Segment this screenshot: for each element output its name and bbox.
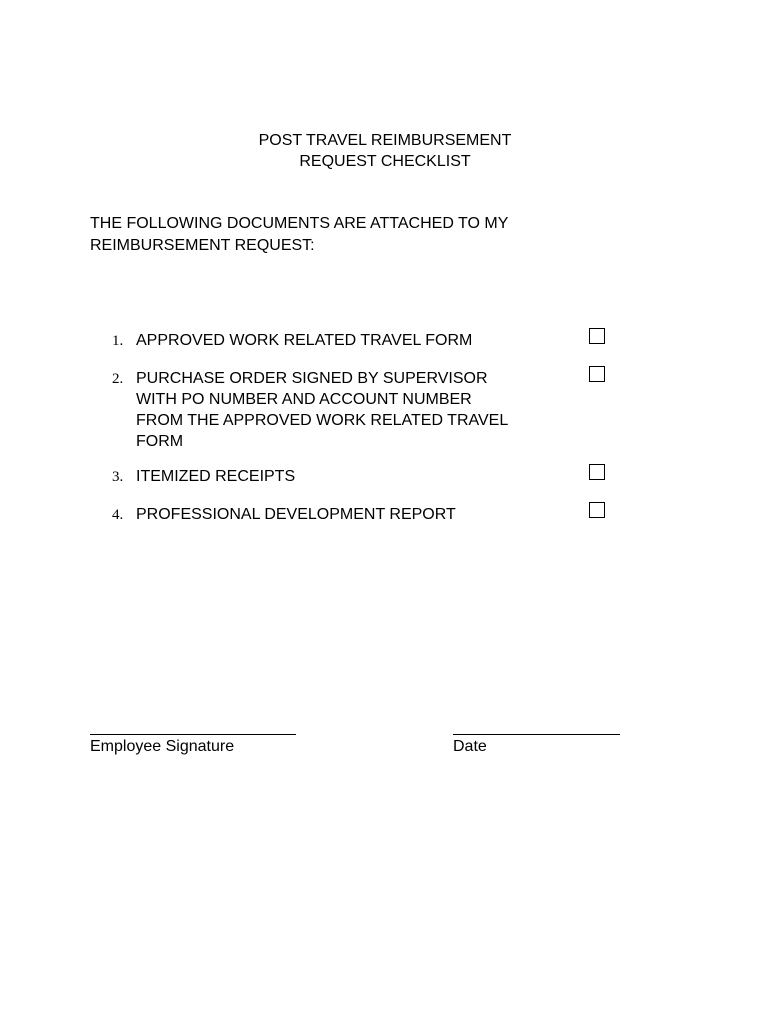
item-text — [136, 466, 566, 487]
item-text-line: WITH PO NUMBER AND ACCOUNT NUMBER — [136, 391, 472, 408]
checkbox-itemized-receipts[interactable] — [589, 464, 605, 480]
employee-signature-label: Employee Signature — [90, 738, 235, 755]
checkbox-approved-travel-form[interactable] — [589, 328, 605, 344]
item-text-line: ITEMIZED RECEIPTS — [136, 468, 296, 485]
intro-line-2: REIMBURSEMENT REQUEST: — [90, 237, 315, 254]
item-text-line: FORM — [136, 433, 184, 450]
date-label: Date — [453, 738, 487, 755]
item-text-line: PURCHASE ORDER SIGNED BY SUPERVISOR — [136, 370, 488, 387]
document-title-line-2: REQUEST CHECKLIST — [299, 153, 471, 170]
item-text-line: PROFESSIONAL DEVELOPMENT REPORT — [136, 506, 456, 523]
item-number: 1. — [112, 333, 124, 349]
item-text — [136, 504, 566, 525]
intro-line-1: THE FOLLOWING DOCUMENTS ARE ATTACHED TO MY — [90, 215, 509, 232]
intro-text — [90, 213, 508, 257]
item-number: 4. — [112, 507, 124, 523]
item-text — [136, 368, 566, 452]
item-text-line: FROM THE APPROVED WORK RELATED TRAVEL — [136, 412, 509, 429]
document-title-line-1: POST TRAVEL REIMBURSEMENT — [258, 132, 512, 149]
item-number: 3. — [112, 469, 124, 485]
date-line[interactable] — [453, 734, 620, 735]
item-text — [136, 330, 566, 351]
item-text-line: APPROVED WORK RELATED TRAVEL FORM — [136, 332, 473, 349]
checkbox-purchase-order[interactable] — [589, 366, 605, 382]
checkbox-professional-development-report[interactable] — [589, 502, 605, 518]
item-number: 2. — [112, 371, 124, 387]
employee-signature-line[interactable] — [90, 734, 296, 735]
